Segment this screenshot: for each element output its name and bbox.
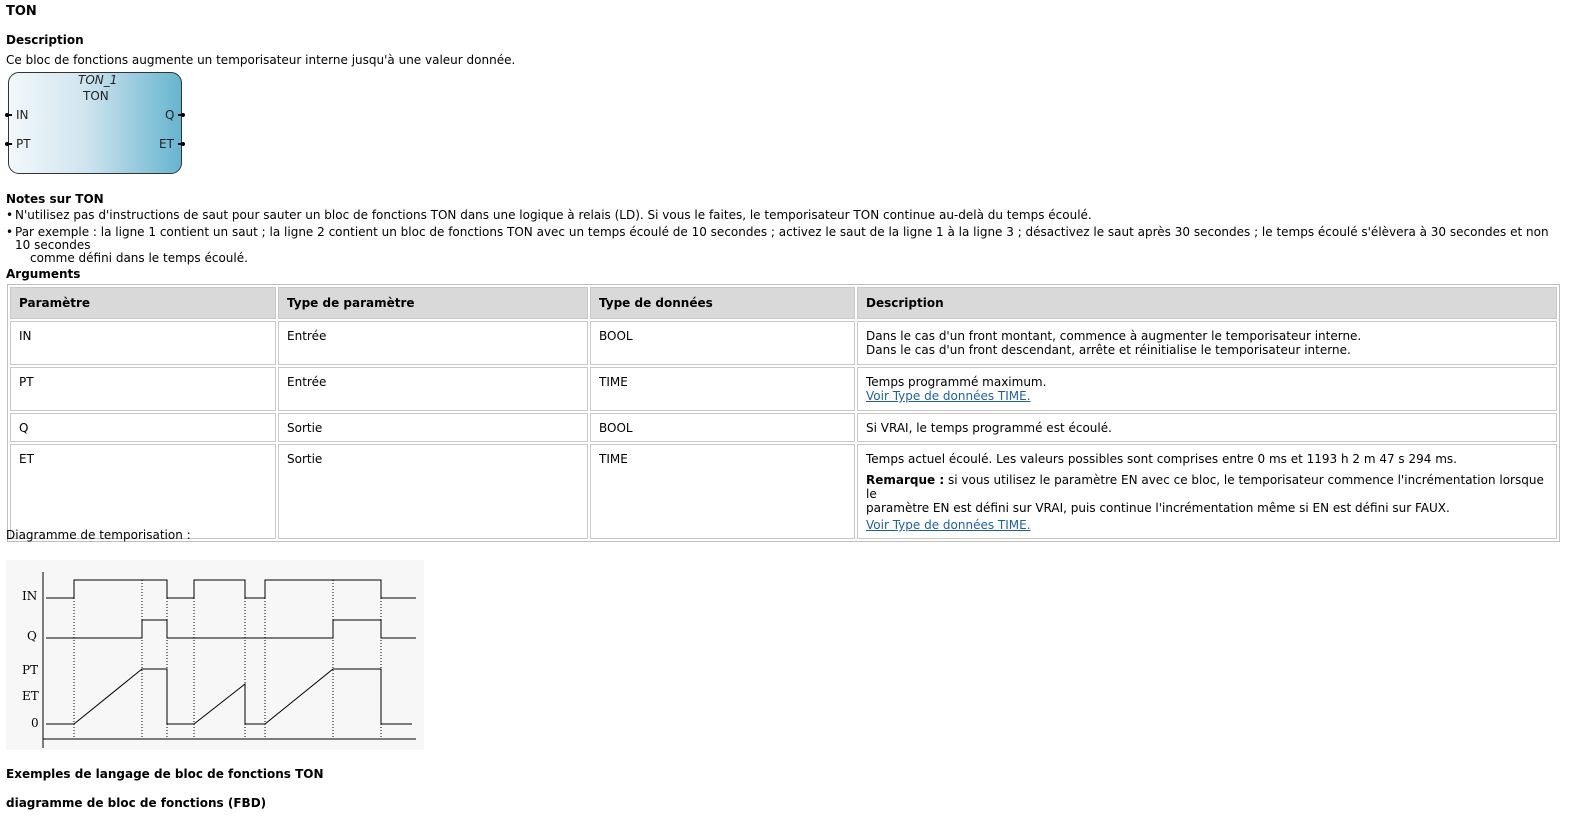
cell-description [857,321,1557,365]
remark-line [866,473,1548,501]
page-title: TON [6,4,37,19]
input-dot-pt [5,142,9,146]
arguments-table [7,284,1560,542]
timing-label-pt: PT [22,663,39,677]
cell-data-type: TIME [590,444,855,539]
timing-label-in: IN [22,589,38,603]
cell-data-type: BOOL [590,321,855,365]
fb-output-et: ET [159,137,174,151]
fb-input-in: IN [16,108,29,122]
column-header-parameter-type: Type de paramètre [278,287,588,319]
timing-diagram [6,560,424,750]
table-header-row [10,287,1557,319]
description-line: Temps programmé maximum. [866,375,1047,389]
function-block-body [8,72,182,174]
cell-description: Si VRAI, le temps programmé est écoulé. [857,413,1557,442]
cell-param: ET [10,444,276,539]
cell-data-type: TIME [590,367,855,411]
table-row [10,413,1557,442]
table-row [10,444,1557,539]
description-line: Temps actuel écoulé. Les valeurs possibles sont comprises entre 0 ms et 1193 h 2 m 47 s 294 ms. [866,452,1457,466]
cell-description [857,367,1557,411]
fb-instance-name: TON_1 [78,73,118,87]
timing-label-zero: 0 [31,716,39,730]
note-item: • Par exemple : la ligne 1 contient un saut ; la ligne 2 contient un bloc de fonctions TON avec un temps écoulé de 10 secondes ; activez le saut de la ligne 1 à la ligne 3 ; désactivez le saut après 30 secondes ; le temps écoulé s'élèvera à 30 secondes et non 10 secondes [6,226,1566,252]
note-item: • N'utilisez pas d'instructions de saut pour sauter un bloc de fonctions TON dans une logique à relais (LD). Si vous le faites, le temporisateur TON continue au-delà du temps écoulé. [6,209,1566,222]
table-row [10,321,1557,365]
cell-param: PT [10,367,276,411]
input-dot-in [5,113,9,117]
cell-param-type: Sortie [278,413,588,442]
description-heading: Description [6,33,84,47]
timing-label-q: Q [27,629,37,643]
cell-param-type: Sortie [278,444,588,539]
table-row [10,367,1557,411]
timing-heading: Diagramme de temporisation : [6,528,191,542]
column-header-description: Description [857,287,1557,319]
remark-line-2: paramètre EN est défini sur VRAI, puis continue l'incrémentation même si EN est défini sur FAUX. [866,501,1450,515]
timing-diagram-background [6,560,424,750]
notes-list [6,209,1566,265]
cell-param: IN [10,321,276,365]
column-header-parameter: Paramètre [10,287,276,319]
fbd-heading: diagramme de bloc de fonctions (FBD) [6,796,267,810]
fb-input-pt: PT [16,137,31,151]
timing-label-et: ET [22,689,39,703]
description-line: Dans le cas d'un front montant, commence à augmenter le temporisateur interne. [866,329,1362,343]
fb-output-q: Q [165,108,175,122]
cell-param-type: Entrée [278,367,588,411]
cell-param: Q [10,413,276,442]
time-datatype-link[interactable]: Voir Type de données TIME. [866,518,1031,532]
remark-text: si vous utilisez le paramètre EN avec ce bloc, le temporisateur commence l'incrémentation lorsque le [866,473,1544,501]
note-continuation: comme défini dans le temps écoulé. [30,251,248,265]
time-datatype-link[interactable]: Voir Type de données TIME. [866,389,1031,403]
cell-data-type: BOOL [590,413,855,442]
output-dot-q [181,113,185,117]
fb-type-name: TON [83,89,109,103]
ton-function-block [8,72,184,176]
remark-label: Remarque : [866,473,945,487]
column-header-data-type: Type de données [590,287,855,319]
cell-description [857,444,1557,539]
notes-heading: Notes sur TON [6,192,104,206]
description-line: Dans le cas d'un front descendant, arrête et réinitialise le temporisateur interne. [866,343,1351,357]
examples-heading: Exemples de langage de bloc de fonctions TON [6,767,324,781]
description-text: Ce bloc de fonctions augmente un temporisateur interne jusqu'à une valeur donnée. [6,53,516,67]
arguments-heading: Arguments [6,267,81,281]
cell-param-type: Entrée [278,321,588,365]
output-dot-et [181,142,185,146]
